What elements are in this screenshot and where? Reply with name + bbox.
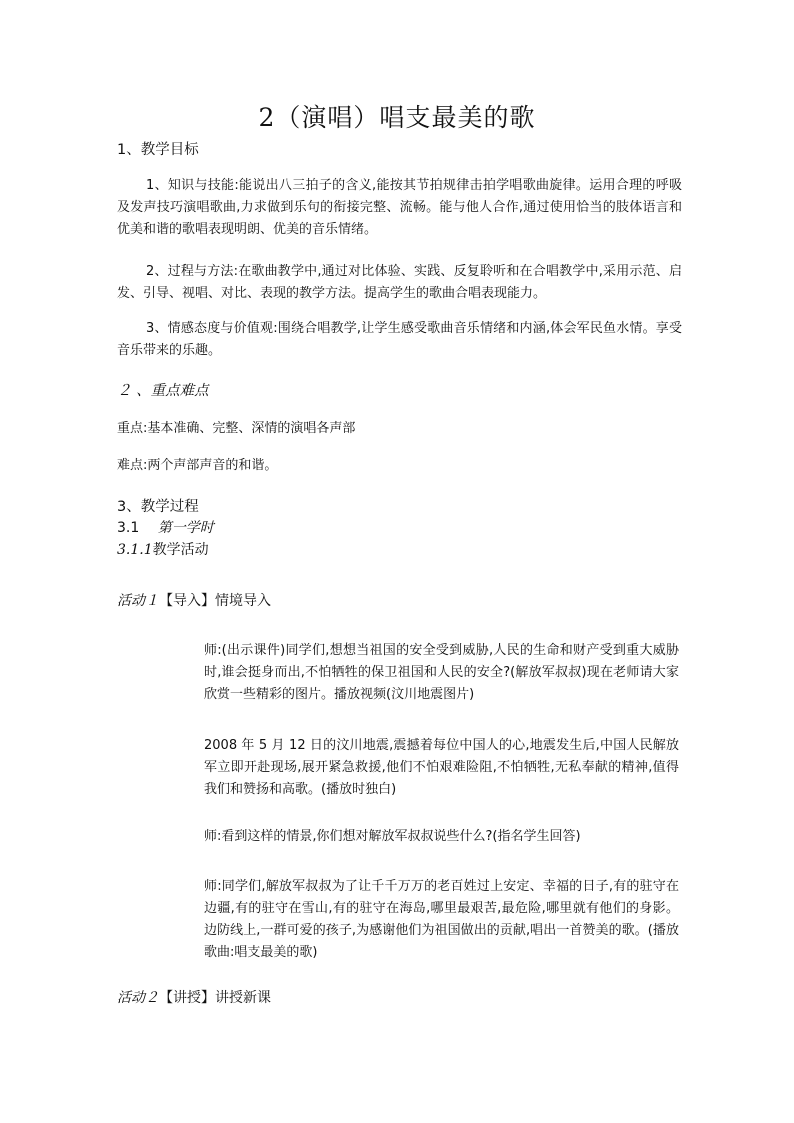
activity-tag: 【导入】 [159, 593, 215, 609]
activity-label: 活动２ [117, 990, 159, 1006]
activity-name: 讲授新课 [215, 990, 271, 1006]
subsection-3-1-1 [117, 540, 209, 560]
key-point-line: 重点:基本准确、完整、深情的演唱各声部 [117, 421, 356, 436]
subsection-3-1 [117, 518, 214, 538]
activity-2-heading [117, 988, 271, 1008]
activity-1-paragraph: 师:(出示课件)同学们,想想当祖国的安全受到威胁,人民的生命和财产受到重大威胁时,谁会挺身而出,不怕牺牲的保卫祖国和人民的安全?(解放军叔叔)现在老师请大家欣赏一些精彩的图片。播放视频(汶川地震图片) [204, 643, 679, 702]
activity-1-paragraph: 师:同学们,解放军叔叔为了让千千万万的老百姓过上安定、幸福的日子,有的驻守在边疆,有的驻守在雪山,有的驻守在海岛,哪里最艰苦,最危险,哪里就有他们的身影。边防线上,一群可爱的孩子,为感谢他们为祖国做出的贡献,唱出一首赞美的歌。(播放歌曲:唱支最美的歌) [204, 879, 679, 960]
paragraph-knowledge-skills: 1、知识与技能:能说出八三拍子的含义,能按其节拍规律击拍学唱歌曲旋律。运用合理的呼吸及发声技巧演唱歌曲,力求做到乐句的衔接完整、流畅。能与他人合作,通过使用恰当的肢体语言和优美和谐的歌唱表现明朗、优美的音乐情绪。 [117, 178, 682, 237]
activity-1-paragraph: 2008 年 5 月 12 日的汶川地震,震撼着每位中国人的心,地震发生后,中国人民解放军立即开赴现场,展开紧急救援,他们不怕艰难险阻,不怕牺牲,无私奉献的精神,值得我们和赞扬和高歌。(播放时独白) [204, 738, 679, 797]
paragraph-process-method: 2、过程与方法:在歌曲教学中,通过对比体验、实践、反复聆听和在合唱教学中,采用示范、启发、引导、视唱、对比、表现的教学方法。提高学生的歌曲合唱表现能力。 [117, 264, 682, 301]
difficulty-line: 难点:两个声部声音的和谐。 [117, 458, 278, 473]
subsection-number: 3.1.1 [117, 542, 153, 558]
page-title: 2（演唱）唱支最美的歌 [258, 103, 536, 132]
subsection-number: 3.1 [117, 520, 140, 536]
activity-1-heading [117, 591, 271, 611]
activity-label: 活动１ [117, 593, 159, 609]
subsection-title: 教学活动 [152, 542, 209, 558]
activity-name: 情境导入 [215, 593, 271, 609]
subsection-title: 第一学时 [157, 520, 214, 536]
activity-tag: 【讲授】 [159, 990, 215, 1006]
section-heading-objectives: 1、教学目标 [117, 142, 199, 158]
activity-1-paragraph: 师:看到这样的情景,你们想对解放军叔叔说些什么?(指名学生回答) [204, 829, 581, 844]
paragraph-emotion-values: 3、情感态度与价值观:围绕合唱教学,让学生感受歌曲音乐情绪和内涵,体会军民鱼水情。享受音乐带来的乐趣。 [117, 321, 682, 358]
section-heading-key-points: ２ 、重点难点 [117, 383, 209, 399]
section-heading-process: 3、教学过程 [117, 499, 199, 515]
